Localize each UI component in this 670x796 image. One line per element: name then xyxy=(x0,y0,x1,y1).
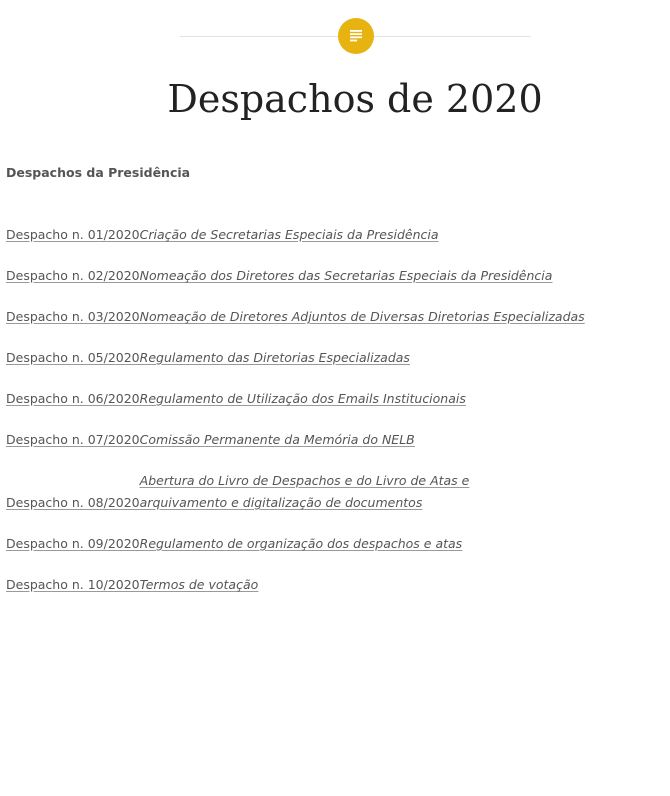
despacho-description-link[interactable] xyxy=(140,533,463,555)
despacho-item xyxy=(6,306,585,328)
despacho-item xyxy=(6,224,585,246)
despacho-description-link[interactable] xyxy=(140,470,470,514)
page-title: Despachos de 2020 xyxy=(167,77,543,121)
despacho-item xyxy=(6,470,585,514)
despacho-description-link[interactable] xyxy=(140,429,415,451)
despacho-number-link[interactable]: Despacho n. 10/2020 xyxy=(6,577,140,592)
despacho-item xyxy=(6,388,585,410)
despacho-description-link[interactable] xyxy=(140,265,553,287)
despacho-description-link[interactable] xyxy=(140,224,439,246)
despacho-description-line: Comissão Permanente da Memória do NELB xyxy=(139,432,415,447)
despacho-number-link[interactable]: Despacho n. 02/2020 xyxy=(6,268,140,283)
despacho-description-link[interactable] xyxy=(140,574,259,596)
section-heading: Despachos da Presidência xyxy=(6,165,191,180)
despacho-description-line: Nomeação de Diretores Adjuntos de Diversas Diretorias Especializadas xyxy=(139,309,585,324)
despacho-number-link[interactable]: Despacho n. 06/2020 xyxy=(6,391,140,406)
despacho-number-link[interactable]: Despacho n. 03/2020 xyxy=(6,309,140,324)
despacho-description-line: arquivamento e digitalização de documentos xyxy=(139,495,423,510)
despacho-description-line: Termos de votação xyxy=(139,577,259,592)
despacho-description-line: Regulamento das Diretorias Especializadas xyxy=(139,350,410,365)
despacho-number-link[interactable]: Despacho n. 07/2020 xyxy=(6,432,140,447)
despacho-description-link[interactable] xyxy=(140,388,466,410)
despacho-list xyxy=(6,224,585,615)
despacho-description-link[interactable] xyxy=(140,306,585,328)
despacho-item xyxy=(6,429,585,451)
post-format-badge xyxy=(338,18,374,54)
despacho-item xyxy=(6,347,585,369)
despacho-description-line: Criação de Secretarias Especiais da Presidência xyxy=(139,227,439,242)
despacho-description-line: Nomeação dos Diretores das Secretarias Especiais da Presidência xyxy=(139,268,553,283)
despacho-item xyxy=(6,574,585,596)
despacho-item xyxy=(6,533,585,555)
document-lines-icon xyxy=(348,28,364,44)
despacho-description-line: Regulamento de Utilização dos Emails Institucionais xyxy=(139,391,466,406)
despacho-description-line: Regulamento de organização dos despachos e atas xyxy=(139,536,463,551)
despacho-item xyxy=(6,265,585,287)
despacho-number-link[interactable]: Despacho n. 01/2020 xyxy=(6,227,140,242)
despacho-number-link[interactable]: Despacho n. 08/2020 xyxy=(6,495,140,510)
despacho-description-line: Abertura do Livro de Despachos e do Livro de Atas e xyxy=(139,473,470,488)
despacho-number-link[interactable]: Despacho n. 05/2020 xyxy=(6,350,140,365)
despacho-description-link[interactable] xyxy=(140,347,410,369)
despacho-number-link[interactable]: Despacho n. 09/2020 xyxy=(6,536,140,551)
